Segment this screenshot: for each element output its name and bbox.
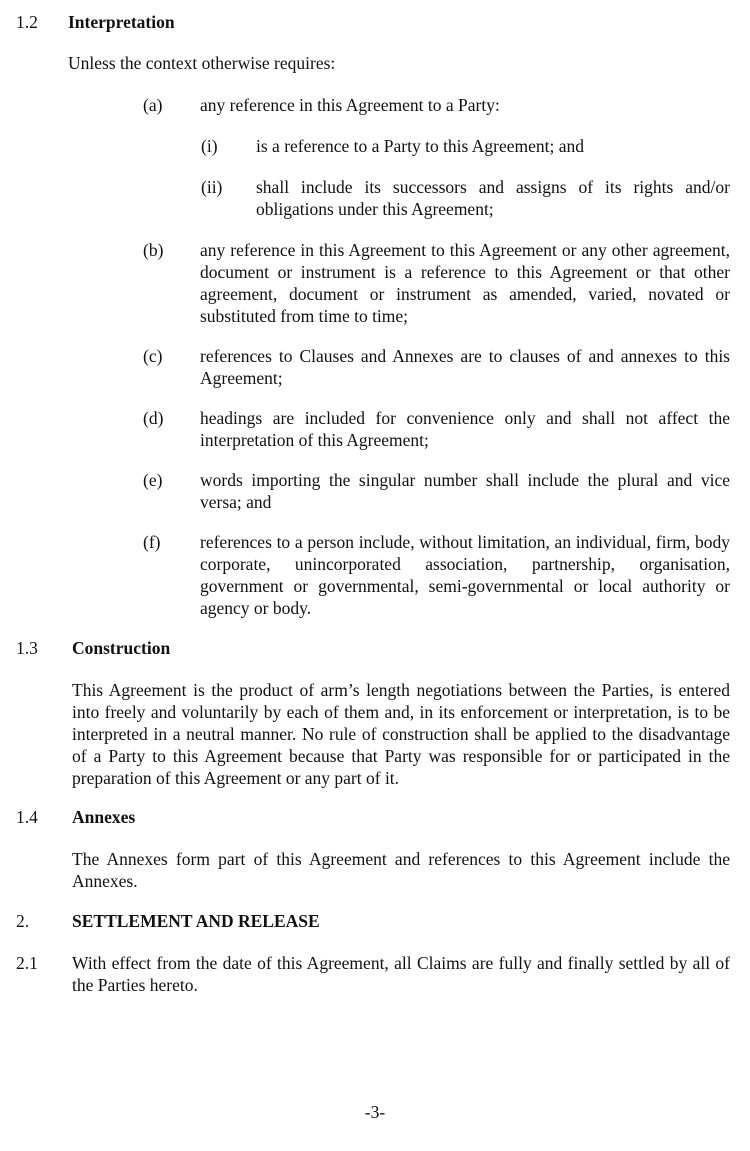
item-label-c: (c) (143, 346, 163, 366)
item-text-c: references to Clauses and Annexes are to clauses of and annexes to this Agreement; (200, 346, 730, 388)
section-number-2-1: 2.1 (16, 953, 38, 973)
subitem-text-i: is a reference to a Party to this Agreement; and (256, 136, 585, 156)
section-number-2: 2. (16, 911, 30, 931)
section-heading-settlement: SETTLEMENT AND RELEASE (72, 911, 320, 931)
item-label-a: (a) (143, 95, 163, 115)
item-label-d: (d) (143, 408, 164, 428)
subitem-label-i: (i) (201, 136, 218, 156)
item-text-a: any reference in this Agreement to a Party: (200, 95, 500, 115)
item-text-e: words importing the singular number shall include the plural and vice versa; and (200, 470, 730, 512)
section-heading-annexes: Annexes (72, 807, 136, 827)
page-number: -3- (364, 1102, 386, 1122)
item-text-f: references to a person include, without limitation, an individual, firm, body corporate, unincorporated association, partnership, organisation, government or governmental, semi-governmental or local authority or agency or body. (200, 532, 730, 618)
item-label-e: (e) (143, 470, 163, 490)
interpretation-intro: Unless the context otherwise requires: (68, 53, 336, 73)
section-number-1-2: 1.2 (16, 12, 38, 32)
construction-paragraph: This Agreement is the product of arm’s length negotiations between the Parties, is entered into freely and voluntarily by each of them and, in its enforcement or interpretation, is to be interpreted in a neutral manner. No rule of construction shall be applied to the disadvantage of a Party to this Agreement because that Party was responsible for or participated in the preparation of this Agreement or any part of it. (72, 680, 730, 788)
section-heading-construction: Construction (72, 638, 171, 658)
item-text-d: headings are included for convenience only and shall not affect the interpretation of this Agreement; (200, 408, 730, 450)
settlement-paragraph: With effect from the date of this Agreement, all Claims are fully and finally settled by all of the Parties hereto. (72, 953, 730, 995)
item-label-f: (f) (143, 532, 161, 552)
section-number-1-4: 1.4 (16, 807, 38, 827)
item-text-b: any reference in this Agreement to this Agreement or any other agreement, document or instrument is a reference to this Agreement or that other agreement, document or instrument as amended, varied, novated or substituted from time to time; (200, 240, 730, 326)
section-heading-interpretation: Interpretation (68, 12, 175, 32)
item-label-b: (b) (143, 240, 164, 260)
subitem-text-ii: shall include its successors and assigns of its rights and/or obligations under this Agreement; (256, 177, 730, 219)
subitem-label-ii: (ii) (201, 177, 223, 197)
annexes-paragraph: The Annexes form part of this Agreement and references to this Agreement include the Annexes. (72, 849, 730, 891)
section-number-1-3: 1.3 (16, 638, 38, 658)
